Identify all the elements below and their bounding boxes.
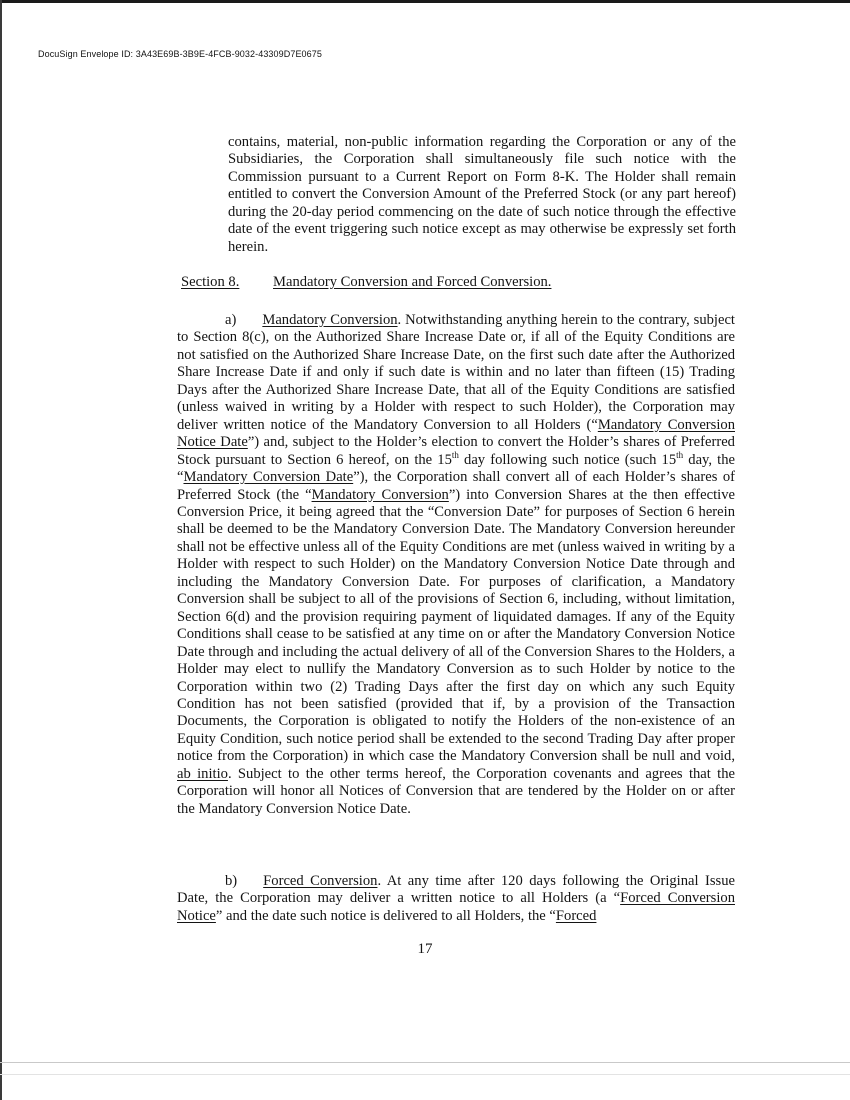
page-left-border (0, 0, 2, 1100)
paragraph-a (177, 312, 735, 818)
paragraph-b-heading: Forced Conversion (263, 873, 378, 889)
defined-term: Mandatory Conversion Notice Date (177, 416, 735, 451)
paragraph-a-text-6: ”) into Conversion Shares at the then effective Conversion Price, it being agreed that the “Conversion Date” for purposes of Section 6 herein shall be deemed to be the Mandatory Conversion Date. The Mandatory Conversion hereunder shall not be effective unless all of the Equity Conditions are met (unless waived in writing by a Holder with respect to such Holder) on the Mandatory Conversion Notice Date through and including the Mandatory Conversion Date. For purposes of clarification, a Mandatory Conversion shall be subject to all of the provisions of Section 6, including, without limitation, Section 6(d) and the provision requiring payment of liquidated damages. If any of the Equity Conditions shall cease to be satisfied at any time on or after the Mandatory Conversion Notice Date through and including the actual delivery of all of the Conversion Shares to the Holders, a Holder may elect to nullify the Mandatory Conversion as to such Holder by notice to the Corporation within two (2) Trading Days after the first day on which any such Equity Condition has not been satisfied (provided that if, by a provision of the Transaction Documents, the Corporation is obligated to notify the Holders of the non-existence of an Equity Condition, such notice period shall be extended to the second Trading Day after proper notice from the Corporation) in which case the Mandatory Conversion shall be null and void, (177, 486, 735, 765)
section-heading (181, 273, 551, 291)
latin-term: ab initio (177, 765, 228, 782)
paragraph-b (177, 873, 735, 925)
paragraph-a-text-7: . Subject to the other terms hereof, the Corporation covenants and agrees that the Corporation will honor all Notices of Conversion that are tendered by the Holder on or after the Mandatory Conversion Notice Date. (177, 765, 735, 817)
page-number: 17 (417, 941, 433, 957)
defined-term: Mandatory Conversion (311, 486, 449, 503)
paragraph-a-heading: Mandatory Conversion (262, 312, 398, 328)
docusign-envelope-id: DocuSign Envelope ID: 3A43E69B-3B9E-4FCB-9032-43309D7E0675 (38, 49, 322, 59)
defined-term: Forced (555, 907, 597, 924)
intro-paragraph: contains, material, non-public information regarding the Corporation or any of the Subsidiaries, the Corporation shall simultaneously file such notice with the Commission pursuant to a Current Report on Form 8-K. The Holder shall remain entitled to convert the Conversion Amount of the Preferred Stock (or any part hereof) during the 20-day period commencing on the date of such notice through the effective date of the event triggering such notice except as may otherwise be expressly set forth herein. (228, 134, 736, 255)
paragraph-a-text-1: . Notwithstanding anything herein to the contrary, subject to Section 8(c), on the Authorized Share Increase Date or, if all of the Equity Conditions are not satisfied on the Authorized Share Increase Date, on the first such date after the Authorized Share Increase Date if and only if such date is within and no later than fifteen (15) Trading Days after the Authorized Share Increase Date, that all of the Equity Conditions are satisfied (unless waived in writing by a Holder with respect to such Holder), the Corporation may deliver written notice of the Mandatory Conversion to all Holders (“ (177, 312, 735, 433)
paragraph-b-label: b) (225, 873, 238, 889)
defined-term: Mandatory Conversion Date (183, 469, 354, 486)
paragraph-a-text-5: ”), the Corporation shall convert all of each Holder’s shares of Preferred Stock (the “ (177, 469, 735, 503)
page-top-border (0, 0, 850, 3)
footer-scan-line (0, 1062, 850, 1063)
paragraph-a-text-2: ”) and, subject to the Holder’s election to convert the Holder’s shares of Preferred Stock pursuant to Section 6 hereof, on the 15 (177, 434, 735, 468)
ordinal-suffix: th (451, 449, 459, 460)
footer-scan-line (0, 1074, 850, 1075)
paragraph-b-text-1: . At any time after 120 days following the Original Issue Date, the Corporation may deliver a written notice to all Holders (a “ (177, 873, 735, 907)
section-number: Section 8. (181, 274, 240, 290)
paragraph-a-text-3: day following such notice (such 15 (458, 451, 677, 468)
paragraph-a-text-4: day, the “ (177, 451, 735, 486)
ordinal-suffix: th (676, 449, 684, 460)
defined-term: Forced Conversion Notice (177, 890, 735, 924)
paragraph-b-text-2: ” and the date such notice is delivered to all Holders, the “ (215, 907, 556, 924)
paragraph-a-label: a) (225, 312, 237, 328)
section-title: Mandatory Conversion and Forced Conversion. (273, 274, 552, 290)
